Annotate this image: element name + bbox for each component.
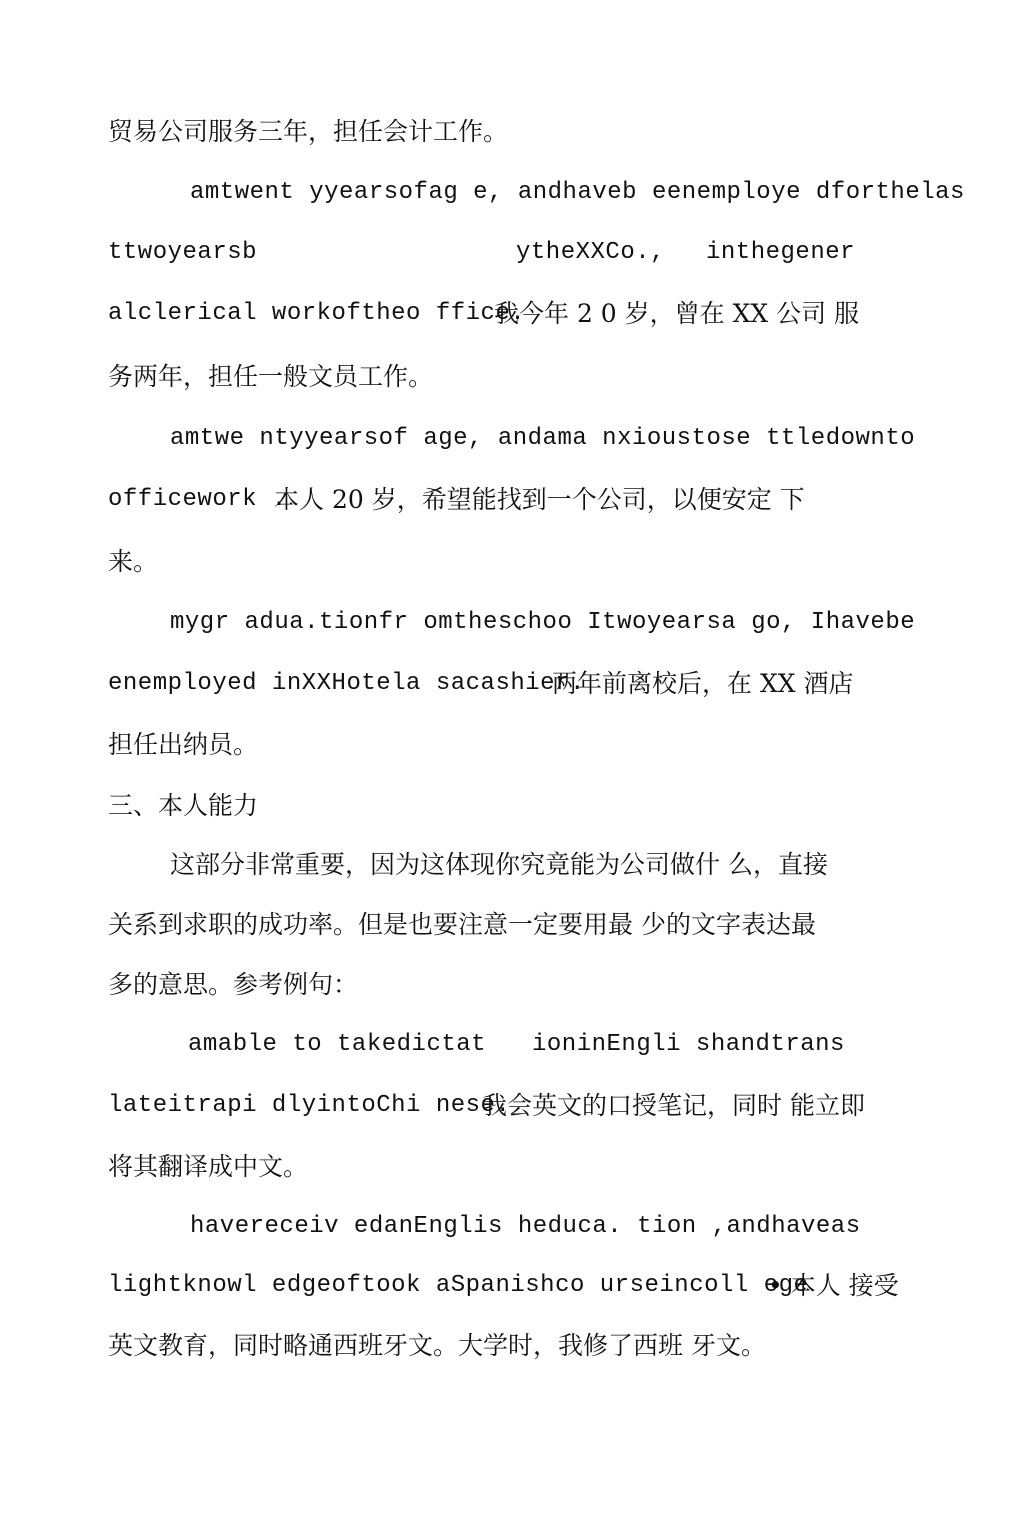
text-line: 我会英文的口授笔记，同时 能立即 (482, 1091, 865, 1120)
text-line: 多的意思。参考例句： (108, 970, 359, 999)
text-line: 来。 (108, 547, 159, 576)
text-line: 这部分非常重要，因为这体现你究竟能为公司做什 么，直接 (170, 850, 828, 879)
text-line: 担任出纳员。 (108, 730, 259, 759)
text-line: enemployed inXXHotela sacashier. (108, 670, 585, 697)
text-line: amtwent yyearsofag e, andhaveb eenemploye dforthelas (190, 179, 965, 206)
text-line: mygr adua.tionfr omtheschoo Itwoyearsa go, Ihavebe (170, 609, 916, 636)
text-line: • 本人 接受 (768, 1271, 899, 1300)
text-line: alclerical workoftheo ffice. (108, 300, 526, 327)
text-line: havereceiv edanEnglis heduca. tion ,andhaveas (190, 1213, 861, 1240)
text-line: 我今年 2 0 岁，曾在 XX 公司 服 (494, 299, 860, 328)
text-line: ytheXXCo., (516, 239, 666, 266)
text-line: ioninEngli shandtrans (532, 1031, 845, 1058)
text-line: 两年前离校后，在 XX 酒店 (552, 669, 854, 698)
text-line: officework . (108, 486, 287, 513)
text-line: 本人 20 岁，希望能找到一个公司，以便安定 下 (274, 485, 805, 514)
text-line: amtwe ntyyearsof age, andama nxioustose ttledownto (170, 425, 916, 452)
text-line: lightknowl edgeoftook aSpanishco urseincoll ege (108, 1272, 809, 1299)
text-line: ttwoyearsb (108, 239, 258, 266)
text-line: 将其翻译成中文。 (108, 1152, 309, 1181)
text-line: 贸易公司服务三年，担任会计工作。 (108, 117, 509, 146)
text-line: amable to takedictat (188, 1031, 487, 1058)
section-heading: 三、本人能力 (108, 791, 259, 820)
text-line: lateitrapi dlyintoChi nese. (108, 1092, 511, 1119)
text-line: 关系到求职的成功率。但是也要注意一定要用最 少的文字表达最 (108, 910, 816, 939)
text-line: 务两年，担任一般文员工作。 (108, 362, 434, 391)
text-line: 英文教育，同时略通西班牙文。大学时，我修了西班 牙文。 (108, 1331, 766, 1360)
text-line: inthegener (706, 239, 856, 266)
